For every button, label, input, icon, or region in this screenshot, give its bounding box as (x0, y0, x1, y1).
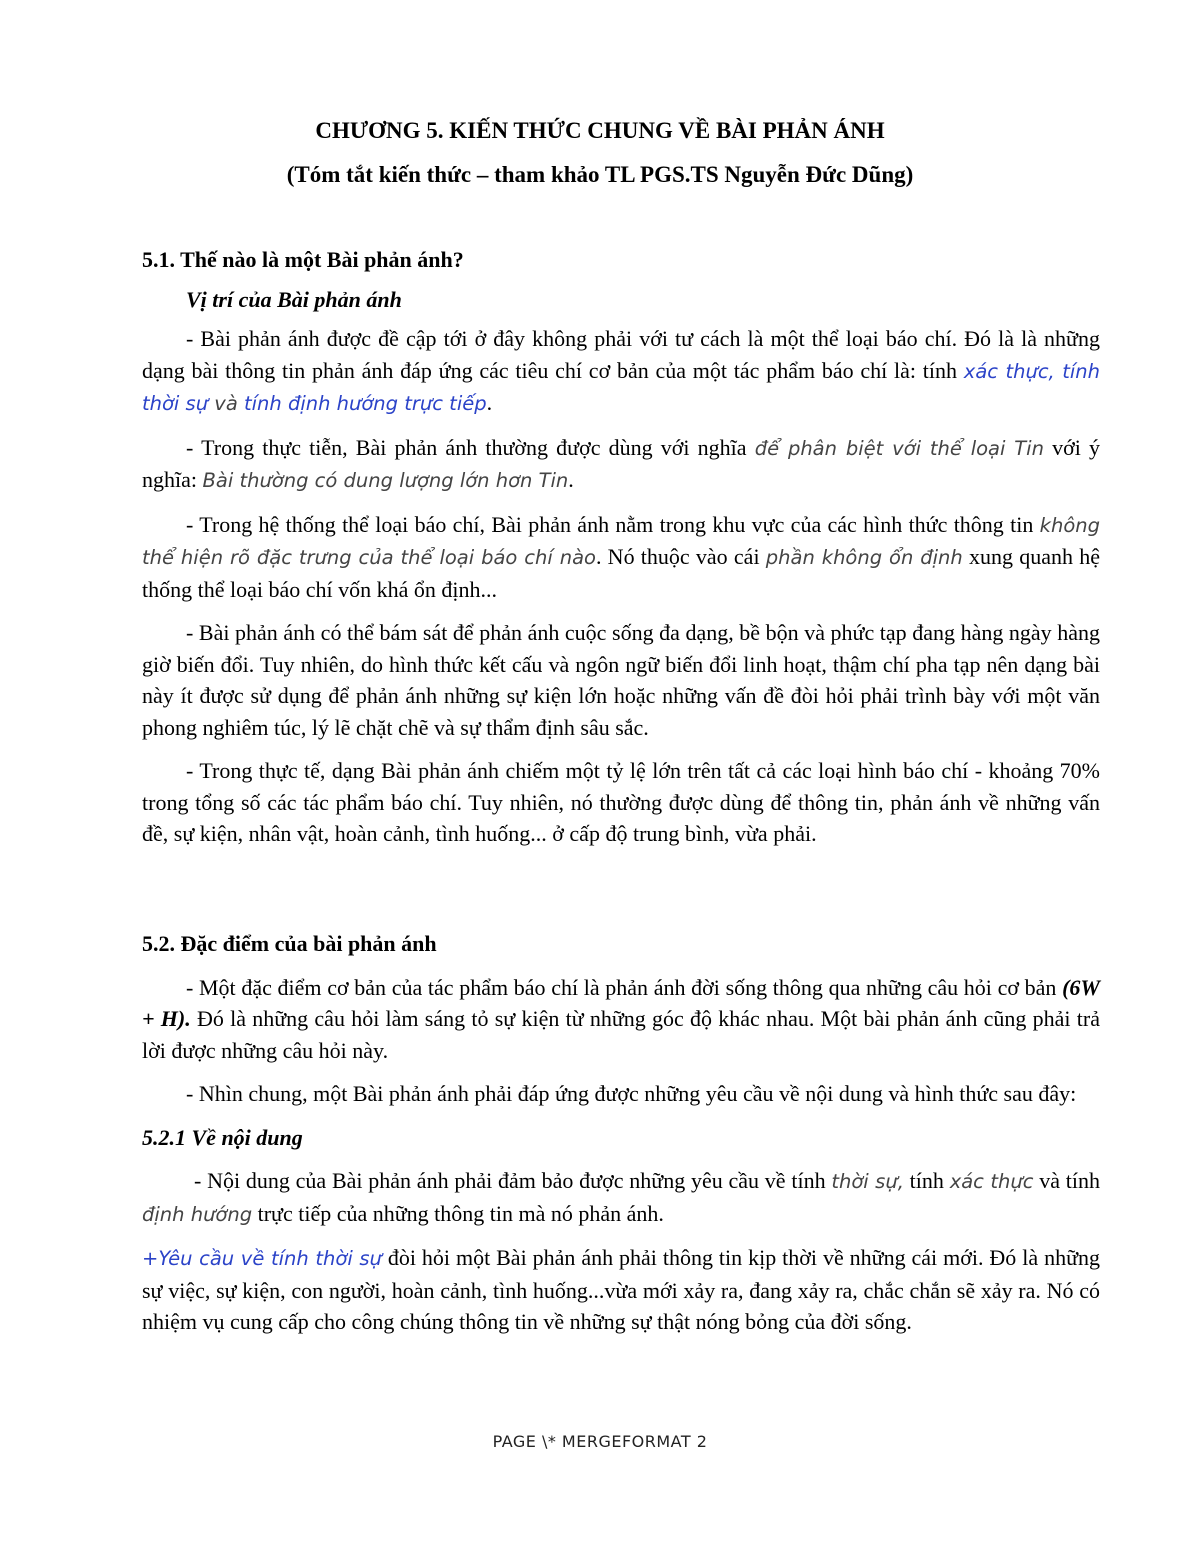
paragraph: - Bài phản ánh được đề cập tới ở đây không phải với tư cách là một thể loại báo chí. Đó là là những dạng bài thông tin phản ánh đáp ứng các tiêu chí cơ bản của một tác phẩm báo chí là: tính xác thực, tính thời sự và tính định hướng trực tiếp. (142, 326, 1100, 415)
emphasis-text: không thể hiện rõ đặc trưng của thể loại báo chí nào (142, 513, 1100, 569)
emphasis-text: +Yêu cầu về tính thời sự (142, 1247, 382, 1270)
paragraph: - Trong thực tiễn, Bài phản ánh thường được dùng với nghĩa để phân biệt với thể loại Tin với ý nghĩa: Bài thường có dung lượng lớn hơn Tin. (142, 434, 1101, 492)
section-heading: 5.2. Đặc điểm của bài phản ánh (142, 931, 437, 956)
paragraph: - Một đặc điểm cơ bản của tác phẩm báo chí là phản ánh đời sống thông qua những câu hỏi cơ bản (6W + H). Đó là những câu hỏi làm sáng tỏ sự kiện từ những góc độ khác nhau. Một bài phản ánh cũng phải trả lời được những câu hỏi này. (142, 974, 1100, 1063)
chapter-subtitle: (Tóm tắt kiến thức – tham khảo TL PGS.TS Nguyễn Đức Dũng) (286, 162, 914, 187)
emphasis-text: Bài thường có dung lượng lớn hơn Tin (202, 469, 569, 492)
section-heading: 5.1. Thế nào là một Bài phản ánh? (142, 247, 464, 272)
emphasis-text: định hướng (142, 1202, 253, 1226)
emphasis-text: phần không ổn định (765, 546, 963, 569)
emphasis-text: tính định hướng trực tiếp (243, 392, 487, 415)
subsection-heading: Vị trí của Bài phản ánh (186, 286, 402, 312)
paragraph: - Trong thực tế, dạng Bài phản ánh chiếm một tỷ lệ lớn trên tất cả các loại hình báo chí - khoảng 70% trong tổng số các tác phẩm báo chí. Tuy nhiên, nó thường được dùng để thông tin, phản ánh về những vấn đề, sự kiện, nhân vật, hoàn cảnh, tình huống... ở cấp độ trung bình, vừa phải. (142, 758, 1100, 846)
emphasis-text: thời sự, (831, 1170, 904, 1193)
emphasis-text: (6W + H). (142, 974, 1100, 1031)
emphasis-text: để phân biệt với thể loại Tin (754, 436, 1044, 460)
paragraph: - Trong hệ thống thể loại báo chí, Bài phản ánh nằm trong khu vực của các hình thức thông tin không thể hiện rõ đặc trưng của thể loại báo chí nào. Nó thuộc vào cái phần không ổn định xung quanh hệ thống thể loại báo chí vốn khá ổn định... (142, 511, 1100, 602)
section-5-1 (142, 244, 1100, 850)
subsection-heading: 5.2.1 Về nội dung (142, 1124, 303, 1150)
emphasis-text: xác thực (949, 1170, 1034, 1193)
paragraph: - Bài phản ánh có thể bám sát để phản ánh cuộc sống đa dạng, bề bộn và phức tạp đang hàng ngày hàng giờ biến đổi. Tuy nhiên, do hình thức kết cấu và ngôn ngữ biến đổi linh hoạt, thậm chí pha tạp nên dạng bài này ít được sử dụng để phản ánh những sự kiện lớn hoặc những vấn đề đòi hỏi phải trình bày với một văn phong nghiêm túc, lý lẽ chặt chẽ và sự thẩm định sâu sắc. (142, 620, 1100, 740)
page-footer: PAGE \* MERGEFORMAT 2 (492, 1432, 708, 1451)
paragraph: +Yêu cầu về tính thời sự đòi hỏi một Bài phản ánh phải thông tin kịp thời về những cái mới. Đó là những sự việc, sự kiện, con người, hoàn cảnh, tình huống...vừa mới xảy ra, đang xảy ra, chắc chắn sẽ xảy ra. Nó có nhiệm vụ cung cấp cho công chúng thông tin về những sự thật nóng bỏng của đời sống. (142, 1245, 1100, 1334)
paragraph: - Nhìn chung, một Bài phản ánh phải đáp ứng được những yêu cầu về nội dung và hình thức sau đây: (186, 1081, 1077, 1106)
paragraph: - Nội dung của Bài phản ánh phải đảm bảo được những yêu cầu về tính thời sự, tính xác thực và tính định hướng trực tiếp của những thông tin mà nó phản ánh. (142, 1168, 1101, 1226)
section-5-2 (142, 928, 1100, 1338)
chapter-title: CHƯƠNG 5. KIẾN THỨC CHUNG VỀ BÀI PHẢN ÁNH (315, 118, 885, 143)
emphasis-text: xác thực, tính thời sự (142, 359, 1100, 415)
